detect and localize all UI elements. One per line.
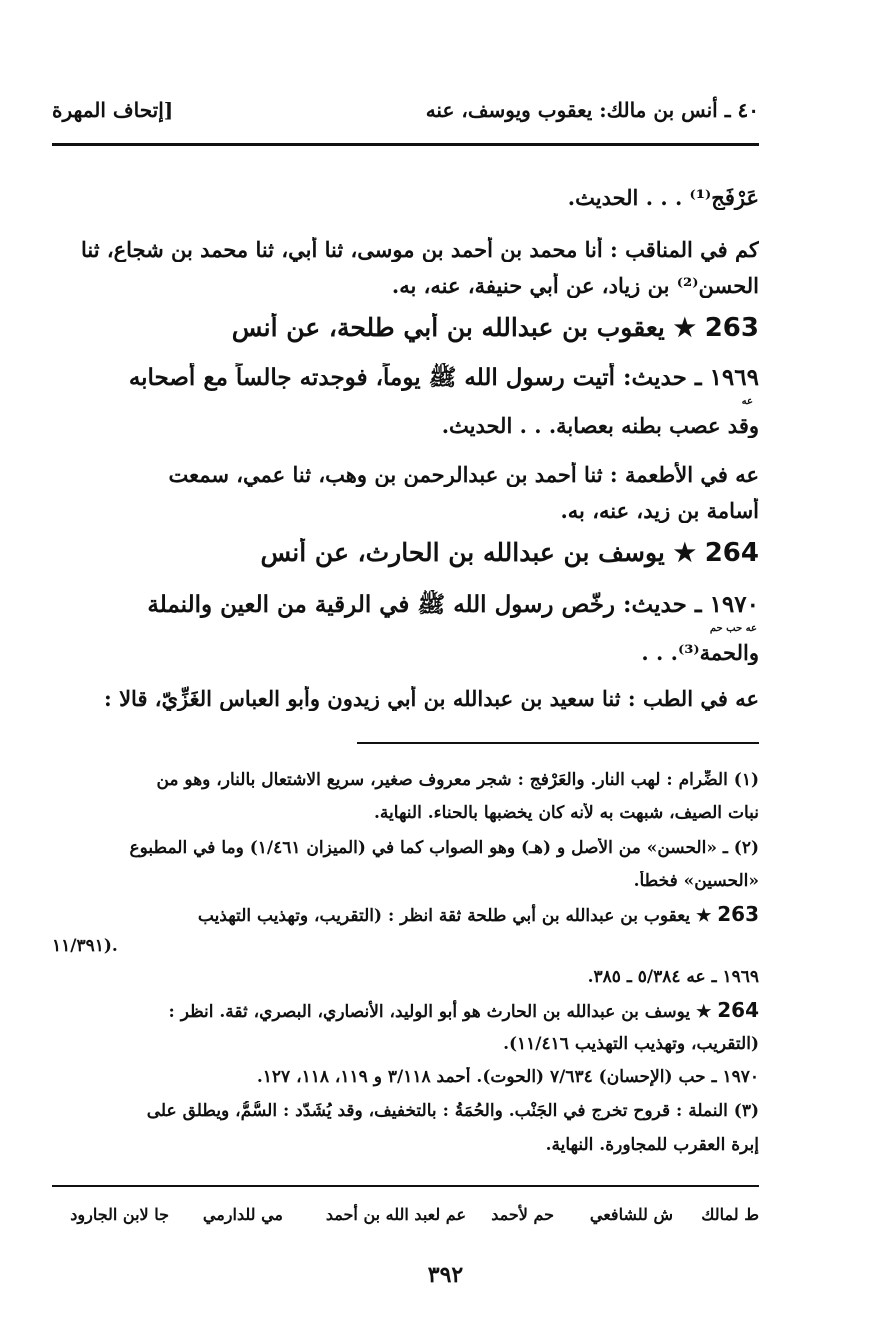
text-line-5: عه في الأطعمة : ثنا أحمد بن عبدالرحمن بن وهب، ثنا عمي، سمعت	[168, 462, 759, 487]
footnote-text: ★ يوسف بن عبدالله بن الحارث هو أبو الوليد، الأنصاري، البصري، ثقة. انظر :	[168, 1002, 712, 1022]
text-line-1: عَرْفَج⁽¹⁾ . . . الحديث.	[567, 185, 759, 210]
abbreviation-ahmad: حم لأحمد	[491, 1205, 554, 1224]
footnote-3-line-2: إبرة العقرب للمجاورة. النهاية.	[545, 1135, 759, 1155]
text-line-3: الحسن⁽²⁾ بن زياد، عن أبي حنيفة، عنه، به.	[391, 273, 759, 298]
footnote-number: 264	[717, 998, 759, 1022]
section-heading-263	[159, 313, 759, 343]
section-heading-264	[159, 538, 759, 568]
running-header-title: ٤٠ ـ أنس بن مالك: يعقوب ويوسف، عنه	[425, 98, 759, 122]
header-rule	[52, 143, 759, 146]
footnote-number: 263	[717, 902, 759, 926]
hadith-1969-line: ١٩٦٩ ـ حديث: أتيت رسول الله ﷺ يوماً، فوجدته جالساً مع أصحابه	[128, 364, 759, 391]
footnote-3-line-1: (٣) النملة : قروح تخرج في الجَنْب. والحُمَةُ : بالتخفيف، وقد يُشَدّد : السُّمُّ، ويطلق على	[146, 1101, 759, 1121]
footnote-263-line-1	[52, 902, 759, 926]
text-line-7: والحمة⁽³⁾. . .	[641, 640, 759, 665]
footnote-1970: ١٩٧٠ ـ حب (الإحسان) ٧/٦٣٤ (الحوت). أحمد ٣/١١٨ و ١١٩، ١١٨، ١٢٧.	[256, 1067, 759, 1087]
footnote-264-line-1	[52, 998, 759, 1022]
hadith-1970-line: ١٩٧٠ ـ حديث: رخّص رسول الله ﷺ في الرقية من العين والنملة	[147, 591, 759, 618]
text-line-8: عه في الطب : ثنا سعيد بن عبدالله بن أبي زيدون وأبو العباس الغَزِّيّ، قالا :	[104, 686, 759, 711]
text-line-6: أسامة بن زيد، عنه، به.	[560, 498, 759, 523]
hadith-source-mark: عه	[741, 396, 753, 407]
footnote-2-line-1: (٢) ـ «الحسن» من الأصل و (هـ) وهو الصواب كما في (الميزان ١/٤٦١) وما في المطبوع	[129, 838, 759, 858]
section-number: 264	[704, 538, 759, 568]
footnote-1-line-1: (١) الضِّرام : لهب النار. والعَرْفج : شجر معروف صغير، سريع الاشتعال بالنار، وهو من	[156, 770, 759, 790]
footnote-264-line-2: (التقريب، وتهذيب التهذيب ١١/٤١٦).	[503, 1034, 759, 1054]
running-header-book: [إتحاف المهرة	[52, 98, 174, 122]
footnote-1969: ١٩٦٩ ـ عه ٥/٣٨٤ ـ ٣٨٥.	[587, 967, 759, 987]
section-number: 263	[704, 313, 759, 343]
footnote-263-line-2: ١١/٣٩١).	[52, 936, 118, 956]
abbreviations-rule	[52, 1185, 759, 1187]
abbreviation-shafii: ش للشافعي	[589, 1205, 673, 1224]
page-number: ٣٩٢	[427, 1262, 464, 1288]
abbreviation-darimi: مي للدارمي	[202, 1205, 283, 1224]
text-line-2: كم في المناقب : أنا محمد بن أحمد بن موسى، ثنا أبي، ثنا محمد بن شجاع، ثنا	[80, 237, 759, 262]
abbreviation-abdullah: عم لعبد الله بن أحمد	[325, 1205, 466, 1224]
abbreviation-ibn-jarud: جا لابن الجارود	[70, 1205, 169, 1224]
footnote-2-line-2: «الحسين» فخطأ.	[633, 871, 759, 891]
hadith-source-mark: عه حب حم	[709, 623, 757, 634]
text-line-4: وقد عصب بطنه بعصابة. . . الحديث.	[441, 413, 759, 438]
footnote-1-line-2: نبات الصيف، شبهت به لأنه كان يخضبها بالحناء. النهاية.	[374, 803, 759, 823]
section-title: ★ يعقوب بن عبدالله بن أبي طلحة، عن أنس	[231, 313, 696, 342]
abbreviation-malik: ط لمالك	[701, 1205, 759, 1224]
footnote-text: ★ يعقوب بن عبدالله بن أبي طلحة ثقة انظر : (التقريب، وتهذيب التهذيب	[197, 906, 712, 926]
footnote-rule	[357, 742, 759, 744]
section-title: ★ يوسف بن عبدالله بن الحارث، عن أنس	[260, 538, 696, 567]
